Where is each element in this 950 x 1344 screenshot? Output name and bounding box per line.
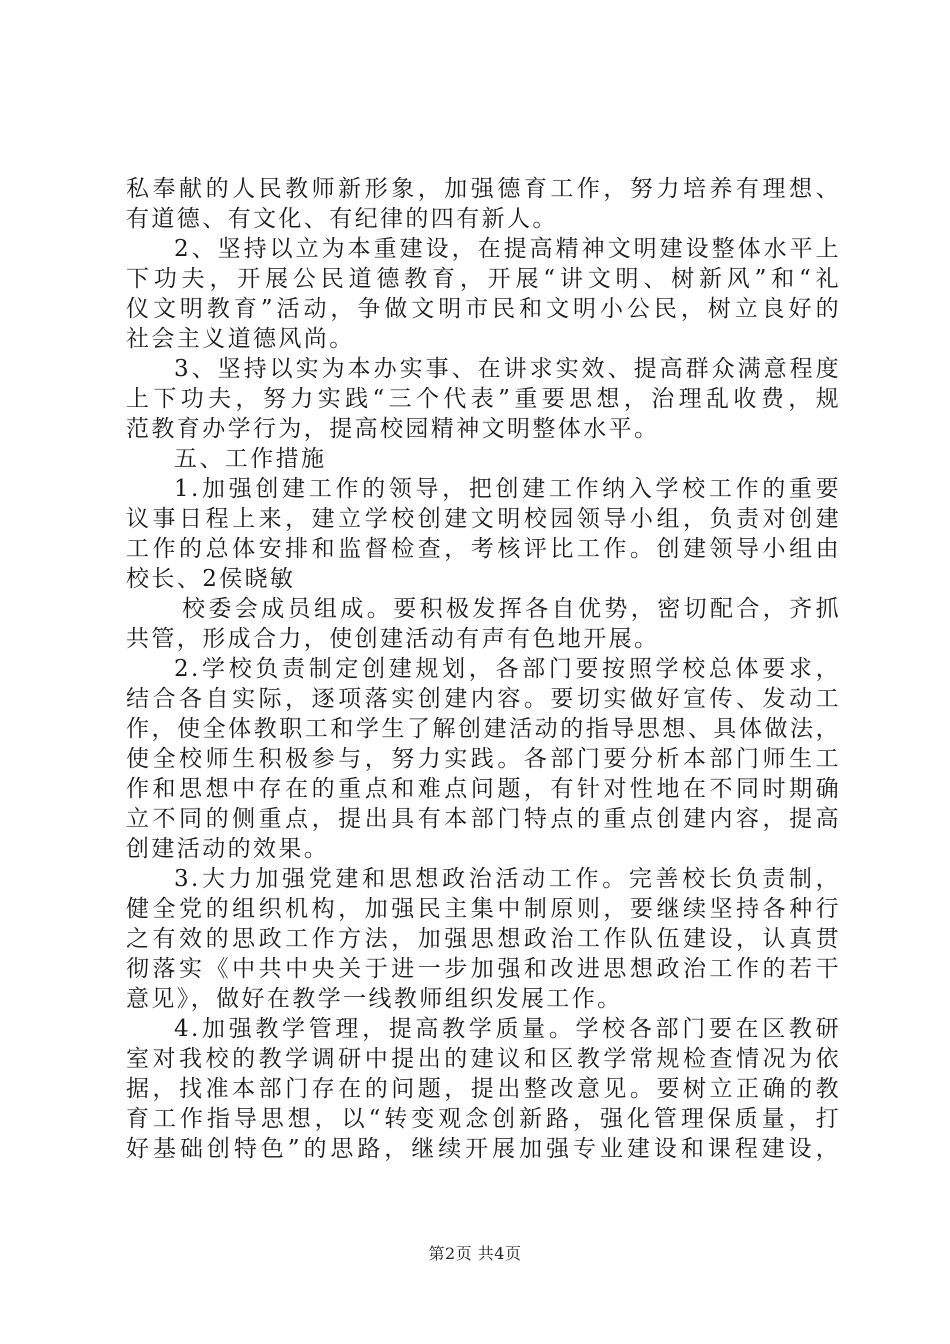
- text-line: 议事日程上来，建立学校创建文明校园领导小组，负责对创建: [126, 506, 841, 532]
- text-line: 社会主义道德风尚。: [126, 326, 355, 352]
- text-line: 作，使全体教职工和学生了解创建活动的指导思想、具体做法，: [126, 716, 841, 742]
- text-line: 1.加强创建工作的领导，把创建工作纳入学校工作的重要: [174, 476, 841, 502]
- text-line: 2.学校负责制定创建规划，各部门要按照学校总体要求，: [174, 656, 841, 682]
- text-line: 使全校师生积极参与，努力实践。各部门要分析本部门师生工: [126, 746, 841, 772]
- text-line: 2、坚持以立为本重建设，在提高精神文明建设整体水平上: [174, 236, 841, 262]
- text-line: 范教育办学行为，提高校园精神文明整体水平。: [126, 416, 660, 442]
- text-line: 健全党的组织机构，加强民主集中制原则，要继续坚持各种行: [126, 896, 841, 922]
- text-line: 共管，形成合力，使创建活动有声有色地开展。: [126, 626, 660, 652]
- text-line: 作和思想中存在的重点和难点问题，有针对性地在不同时期确: [126, 776, 841, 802]
- text-line: 有道德、有文化、有纪律的四有新人。: [126, 206, 558, 232]
- text-line: 上下功夫，努力实践“三个代表”重要思想，治理乱收费，规: [126, 386, 841, 412]
- text-line: 仪文明教育”活动，争做文明市民和文明小公民，树立良好的: [126, 296, 841, 322]
- text-line: 立不同的侧重点，提出具有本部门特点的重点创建内容，提高: [126, 806, 841, 832]
- text-line: 工作的总体安排和监督检查，考核评比工作。创建领导小组由: [126, 536, 841, 562]
- text-line: 3、坚持以实为本办实事、在讲求实效、提高群众满意程度: [174, 356, 841, 382]
- text-line: 结合各自实际，逐项落实创建内容。要切实做好宣传、发动工: [126, 686, 841, 712]
- text-line: 创建活动的效果。: [126, 836, 330, 862]
- text-line: 4.加强教学管理，提高教学质量。学校各部门要在区教研: [174, 1016, 841, 1042]
- text-line: 校长、2侯晓敏: [126, 566, 296, 592]
- text-line: 意见》，做好在教学一线教师组织发展工作。: [126, 986, 623, 1012]
- text-line: 五、工作措施: [174, 446, 327, 472]
- text-line: 彻落实《中共中央关于进一步加强和改进思想政治工作的若干: [126, 956, 841, 982]
- text-line: 好基础创特色”的思路，继续开展加强专业建设和课程建设，: [126, 1136, 841, 1162]
- text-line: 之有效的思政工作方法，加强思想政治工作队伍建设，认真贯: [126, 926, 841, 952]
- text-line: 3.大力加强党建和思想政治活动工作。完善校长负责制，: [174, 866, 841, 892]
- text-line: 私奉献的人民教师新形象，加强德育工作，努力培养有理想、: [126, 176, 841, 202]
- text-line: 校委会成员组成。要积极发挥各自优势，密切配合，齐抓: [182, 596, 841, 622]
- text-line: 育工作指导思想，以“转变观念创新路，强化管理保质量，打: [126, 1106, 841, 1132]
- text-line: 室对我校的教学调研中提出的建议和区教学常规检查情况为依: [126, 1046, 841, 1072]
- document-body: [126, 174, 841, 1164]
- text-line: 下功夫，开展公民道德教育，开展“讲文明、树新风”和“礼: [126, 266, 841, 292]
- text-line: 据，找准本部门存在的问题，提出整改意见。要树立正确的教: [126, 1076, 841, 1102]
- page-footer: 第2页 共4页: [428, 1244, 522, 1263]
